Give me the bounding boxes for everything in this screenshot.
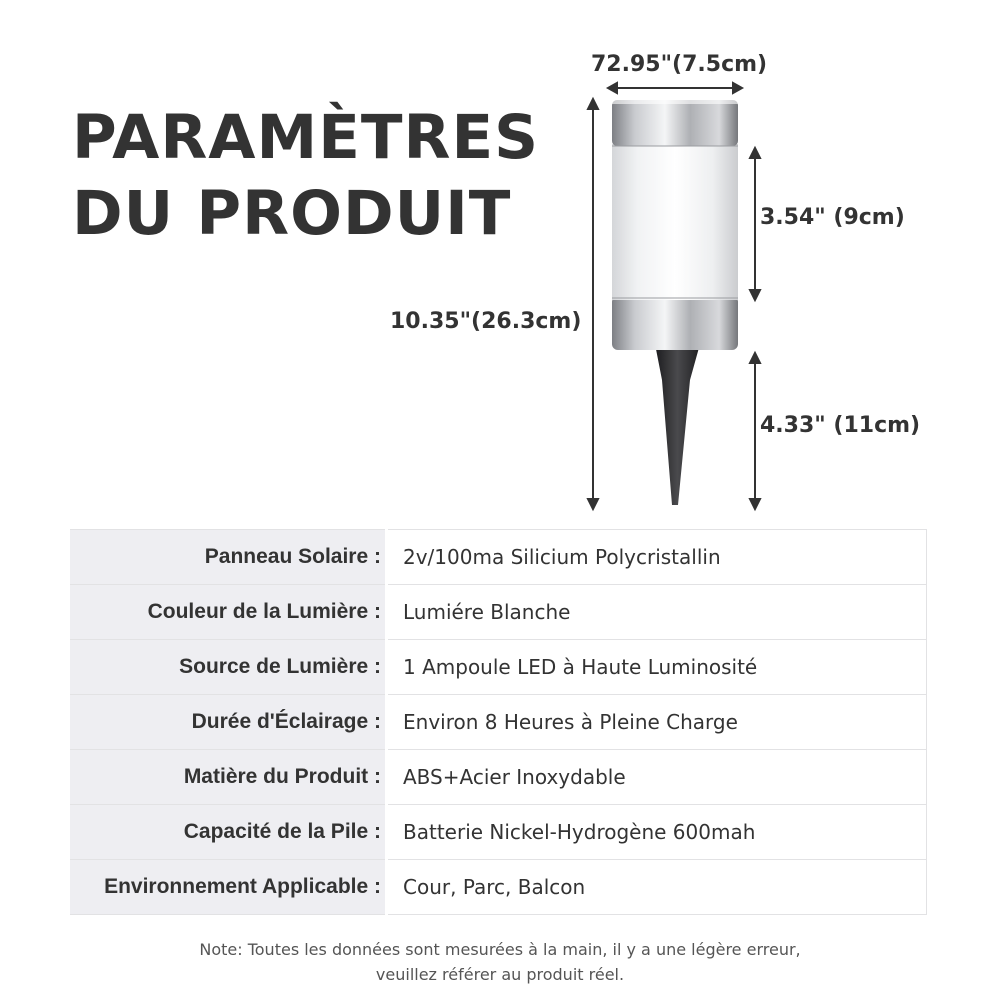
- spec-value: Batterie Nickel-Hydrogène 600mah: [387, 805, 927, 860]
- spec-label: Panneau Solaire :: [70, 530, 387, 585]
- spec-value: ABS+Acier Inoxydable: [387, 750, 927, 805]
- spec-value: Lumiére Blanche: [387, 585, 927, 640]
- spec-label: Couleur de la Lumière :: [70, 585, 387, 640]
- spec-label: Environnement Applicable :: [70, 860, 387, 915]
- stake-height-arrow: [750, 353, 760, 509]
- stake-height-dimension-label: 4.33" (11cm): [760, 413, 921, 438]
- title-line-1: PARAMÈTRES: [72, 102, 540, 173]
- spec-value: 1 Ampoule LED à Haute Luminosité: [387, 640, 927, 695]
- spec-value: Environ 8 Heures à Pleine Charge: [387, 695, 927, 750]
- table-row: [70, 750, 927, 805]
- table-row: [70, 640, 927, 695]
- table-row: [70, 860, 927, 915]
- width-dimension-label: 72.95"(7.5cm): [591, 52, 768, 77]
- table-row: [70, 530, 927, 585]
- light-height-dimension-label: 3.54" (9cm): [760, 205, 905, 230]
- table-row: [70, 695, 927, 750]
- note-line-2: veuillez référer au produit réel.: [375, 965, 625, 984]
- top-cap: [612, 100, 738, 146]
- spec-label: Matière du Produit :: [70, 750, 387, 805]
- spec-table: [70, 529, 927, 915]
- spec-label: Capacité de la Pile :: [70, 805, 387, 860]
- spec-value: 2v/100ma Silicium Polycristallin: [387, 530, 927, 585]
- total-height-dimension-label: 10.35"(26.3cm): [390, 309, 582, 334]
- measurement-note: [0, 937, 1000, 987]
- spec-label: Source de Lumière :: [70, 640, 387, 695]
- table-row: [70, 585, 927, 640]
- spec-value: Cour, Parc, Balcon: [387, 860, 927, 915]
- note-line-1: Note: Toutes les données sont mesurées à la main, il y a une légère erreur,: [199, 940, 801, 959]
- spec-label: Durée d'Éclairage :: [70, 695, 387, 750]
- table-row: [70, 805, 927, 860]
- width-arrow: [608, 83, 742, 93]
- light-height-arrow: [750, 148, 760, 300]
- title-line-2: DU PRODUIT: [72, 178, 512, 249]
- solar-lamp: [612, 100, 738, 505]
- bottom-cap: [612, 296, 738, 350]
- ground-stake: [655, 344, 700, 505]
- total-height-arrow: [588, 99, 598, 509]
